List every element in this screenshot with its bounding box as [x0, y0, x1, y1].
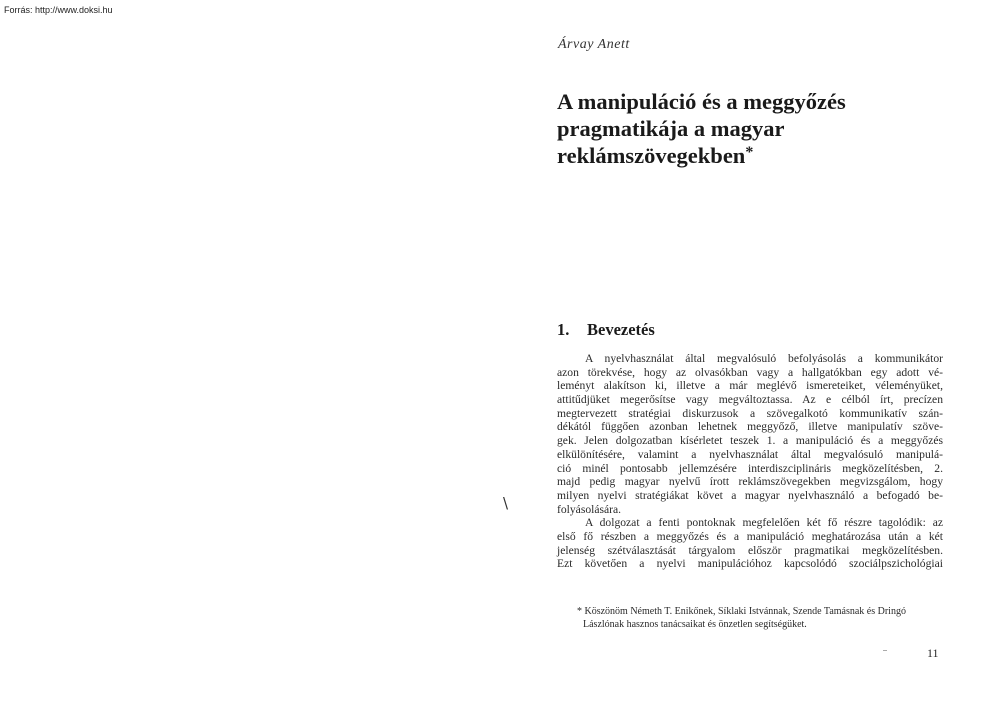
- body-line: Ezt követően a nyelvi manipulációhoz kapcsolódó szociálpszichológiai: [557, 557, 943, 571]
- section-title: Bevezetés: [587, 320, 655, 339]
- footnote-line-2: Lászlónak hasznos tanácsaikat és önzetlen segítségüket.: [583, 618, 807, 630]
- body-line: azon törekvése, hogy az olvasókban vagy a hallgatókban egy adott vé-: [557, 365, 943, 379]
- body-line: jelenség szétválasztását tárgyalom először pragmatikai megközelítésben.: [557, 543, 943, 557]
- body-line: elkülönítésére, valamint a nyelvhasználat által megvalósuló manipulá-: [557, 447, 943, 461]
- body-line: első fő részben a meggyőzés és a manipuláció meghatározása után a két: [557, 529, 943, 543]
- source-url: Forrás: http://www.doksi.hu: [4, 5, 113, 15]
- author-name: Árvay Anett: [558, 37, 630, 52]
- body-line: milyen nyelvi stratégiákat követ a magyar nyelvhasználó a befogadó be-: [557, 488, 943, 502]
- body-line: folyásolására.: [557, 502, 622, 516]
- section-number: 1.: [557, 320, 570, 339]
- page-number: 11: [927, 646, 939, 660]
- title-line-3: [557, 142, 957, 169]
- body-line: leményt alakítson ki, illetve a már meglévő ismereteiket, véleményüket,: [557, 379, 943, 393]
- footnote: [577, 606, 943, 631]
- title-line-3-text: reklámszövegekben: [557, 143, 746, 168]
- body-line: A dolgozat a fenti pontoknak megfelelően két fő részre tagolódik: az: [585, 516, 943, 530]
- title-line-1: A manipuláció és a meggyőzés: [557, 89, 846, 114]
- body-line: A nyelvhasználat által megvalósuló befolyásolás a kommunikátor: [585, 352, 943, 365]
- body-line: ció minél pontosabb jellemzésére interdiszciplináris megközelítésben, 2.: [557, 461, 943, 475]
- footnote-line-1: [577, 606, 943, 619]
- body-line: megtervezett stratégiai diskurzusok a szövegalkotó kommunikatív szán-: [557, 406, 943, 420]
- body-line: gek. Jelen dolgozatban kísérletet teszek 1. a manipuláció és a meggyőzés: [557, 434, 943, 448]
- body-line: majd pedig magyar nyelvű írott reklámszövegekben megvizsgálom, hogy: [557, 475, 943, 489]
- section-heading: [557, 320, 655, 340]
- footnote-line-1-text: Köszönöm Németh T. Enikőnek, Síklaki Istvánnak, Szende Tamásnak és Dringó: [584, 606, 906, 617]
- scan-speck: [883, 650, 887, 651]
- article-title: [557, 88, 957, 169]
- footnote-marker: *: [577, 606, 582, 617]
- title-line-2: pragmatikája a magyar: [557, 116, 785, 141]
- margin-backslash-mark: \: [503, 494, 509, 512]
- body-paragraphs: [557, 352, 943, 571]
- body-line: dékától függően azonban lehetnek meggyőző, illetve manipulatív szöve-: [557, 420, 943, 434]
- title-footnote-marker: *: [745, 144, 754, 161]
- body-line: attitűdjüket megerősítse vagy megváltoztassa. Az e célból írt, precízen: [557, 393, 943, 407]
